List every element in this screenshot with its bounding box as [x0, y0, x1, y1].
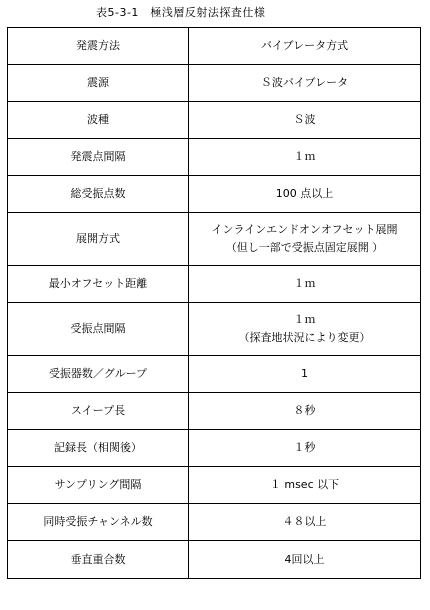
row-key-cell: 総受振点数: [8, 176, 189, 213]
header-value-cell: バイブレータ方式: [189, 28, 421, 65]
row-key-cell: 展開方式: [8, 213, 189, 266]
row-value-note: （但し一部で受振点固定展開 ）: [225, 241, 384, 254]
row-value-cell: 4回以上: [189, 541, 421, 579]
table-row: [8, 430, 421, 467]
row-value-main: １ｍ: [293, 313, 316, 326]
row-value-cell: Ｓ波バイブレータ: [189, 65, 421, 102]
table-row: [8, 393, 421, 430]
row-key-cell: サンプリング間隔: [8, 467, 189, 504]
row-value-cell: Ｓ波: [189, 102, 421, 139]
table-header-row: [8, 28, 421, 65]
row-key-cell: 受振器数／グループ: [8, 356, 189, 393]
row-value-cell: 1: [189, 356, 421, 393]
table-row: [8, 213, 421, 266]
table-row: [8, 356, 421, 393]
row-value-cell: １ｍ: [189, 139, 421, 176]
row-value-cell: [189, 213, 421, 266]
row-key-cell: 震源: [8, 65, 189, 102]
row-value-cell: ４８以上: [189, 504, 421, 541]
table-row: [8, 303, 421, 356]
row-value-cell: １秒: [189, 430, 421, 467]
row-value-cell: １ｍ: [189, 266, 421, 303]
table-row: [8, 541, 421, 579]
row-value-cell: [189, 303, 421, 356]
table-row: [8, 102, 421, 139]
header-key-cell: 発震方法: [8, 28, 189, 65]
row-value-main: インラインエンドオンオフセット展開: [211, 223, 398, 236]
row-key-cell: 同時受振チャンネル数: [8, 504, 189, 541]
row-key-cell: 最小オフセット距離: [8, 266, 189, 303]
row-value-cell: 100 点以上: [189, 176, 421, 213]
row-key-cell: 受振点間隔: [8, 303, 189, 356]
table-row: [8, 139, 421, 176]
row-value-cell: ８秒: [189, 393, 421, 430]
spec-table: [7, 27, 421, 579]
row-key-cell: 記録長（相関後）: [8, 430, 189, 467]
row-value-cell: １ msec 以下: [189, 467, 421, 504]
row-key-cell: 波種: [8, 102, 189, 139]
table-row: [8, 266, 421, 303]
table-row: [8, 65, 421, 102]
row-key-cell: スイープ長: [8, 393, 189, 430]
table-row: [8, 504, 421, 541]
row-key-cell: 発震点間隔: [8, 139, 189, 176]
table-caption: 表5-3-1 極浅層反射法探査仕様: [96, 6, 266, 19]
row-key-cell: 垂直重合数: [8, 541, 189, 579]
table-row: [8, 467, 421, 504]
row-value-note: （探査地状況により変更）: [238, 331, 371, 344]
table-row: [8, 176, 421, 213]
